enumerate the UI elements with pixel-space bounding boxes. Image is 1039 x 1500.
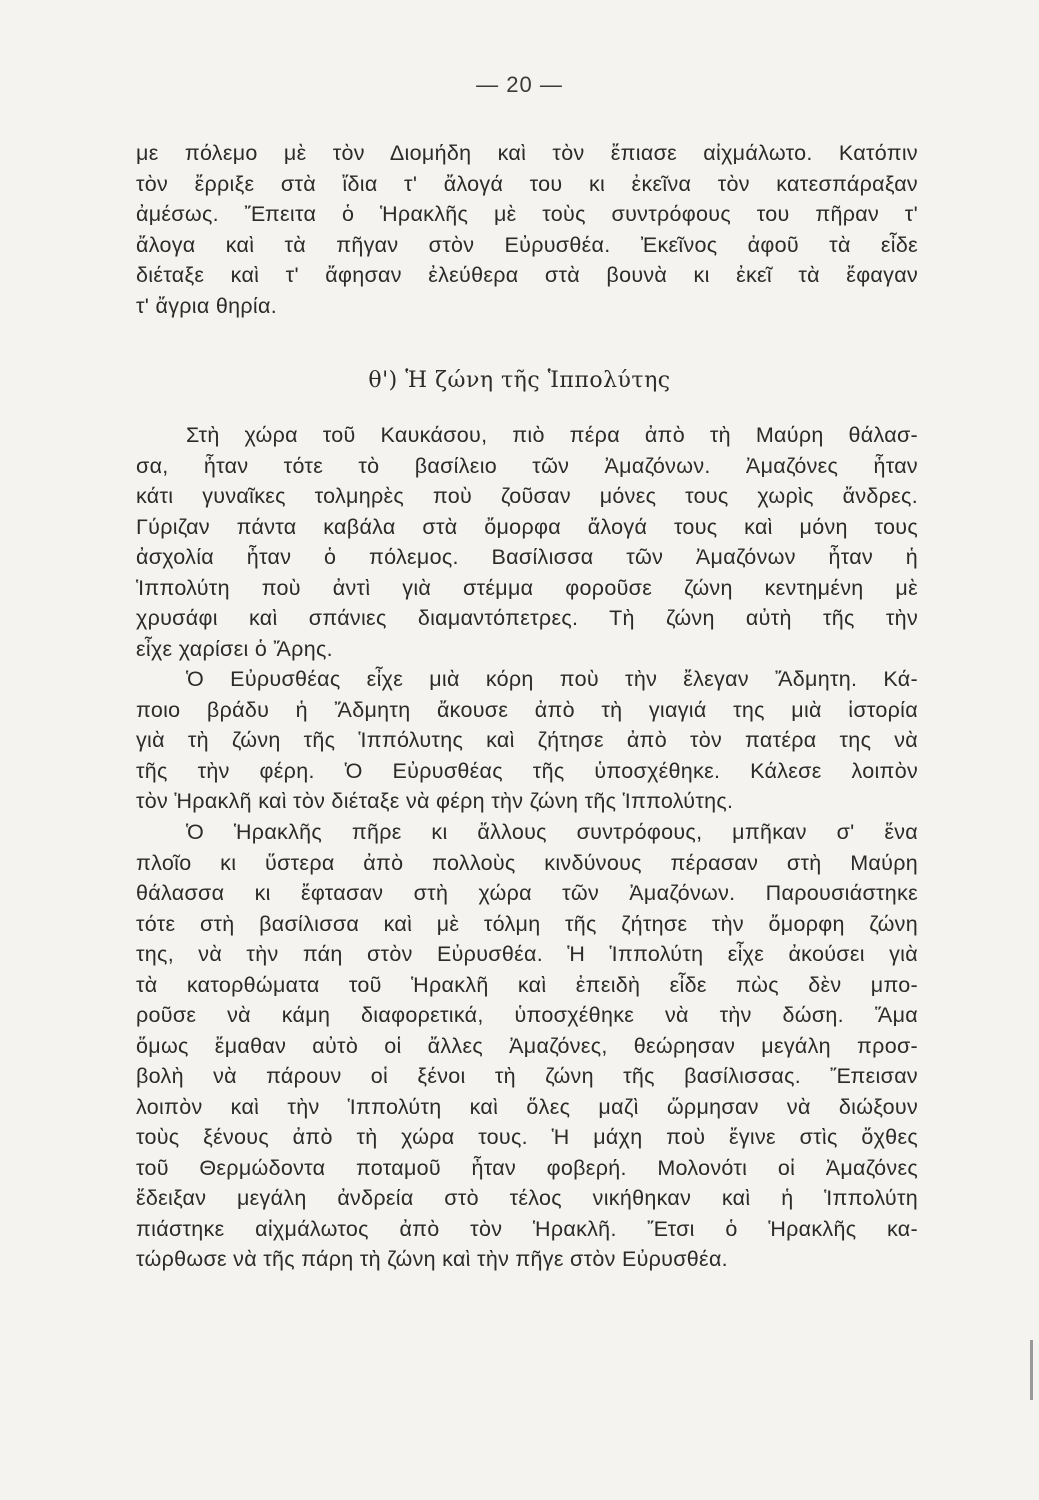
paragraph-admete: [136, 664, 918, 817]
text-line: γιὰ τὴ ζώνη τῆς Ἱππόλυτης καὶ ζήτησε ἀπὸ τὸν πατέρα της νὰ: [136, 728, 918, 752]
text-line: τὸν ἔρριξε στὰ ἴδια τ' ἄλογά του κι ἐκεῖνα τὸν κατεσπάραξαν: [136, 171, 918, 196]
paragraph-battle: [136, 817, 918, 1275]
text-line: ροῦσε νὰ κάμη διαφορετικά, ὑποσχέθηκε νὰ τὴν δώση. Ἅμα: [136, 1003, 918, 1027]
text-line: Ἱππολύτη ποὺ ἀντὶ γιὰ στέμμα φοροῦσε ζώνη κεντημένη μὲ: [136, 575, 918, 600]
text-line: Ὁ Ἡρακλῆς πῆρε κι ἄλλους συντρόφους, μπῆκαν σ' ἕνα: [186, 820, 918, 844]
text-line: τοὺς ξένους ἀπὸ τὴ χώρα τους. Ἡ μάχη ποὺ ἔγινε στὶς ὄχθες: [136, 1125, 918, 1149]
text-line: ἀσχολία ἦταν ὁ πόλεμος. Βασίλισσα τῶν Ἀμαζόνων ἦταν ἡ: [136, 545, 918, 569]
text-line: ποιο βράδυ ἡ Ἄδμητη ἄκουσε ἀπὸ τὴ γιαγιά της μιὰ ἱστορία: [136, 697, 918, 722]
page-edge-mark: [1030, 1340, 1033, 1400]
text-line: πλοῖο κι ὕστερα ἀπὸ πολλοὺς κινδύνους πέρασαν στὴ Μαύρη: [136, 850, 918, 875]
text-line: τὰ κατορθώματα τοῦ Ἡρακλῆ καὶ ἐπειδὴ εἶδε πὼς δὲν μπο-: [136, 972, 918, 997]
text-line: της, νὰ τὴν πάη στὸν Εὐρυσθέα. Ἡ Ἱππολύτη εἶχε ἀκούσει γιὰ: [136, 942, 918, 966]
text-line: τώρθωσε νὰ τῆς πάρη τὴ ζώνη καὶ τὴν πῆγε στὸν Εὐρυσθέα.: [136, 1247, 728, 1271]
text-line: διέταξε καὶ τ' ἄφησαν ἐλεύθερα στὰ βουνὰ κι ἐκεῖ τὰ ἔφαγαν: [136, 263, 918, 287]
paragraph-amazons: [136, 420, 918, 664]
section-heading: θ') Ἡ ζώνη τῆς Ἱππολύτης: [368, 368, 671, 393]
text-line: τ' ἄγρια θηρία.: [136, 293, 277, 318]
text-line: εἶχε χαρίσει ὁ Ἄρης.: [136, 636, 333, 661]
page-number: — 20 —: [476, 72, 563, 97]
text-line: τότε στὴ βασίλισσα καὶ μὲ τόλμη τῆς ζήτησε τὴν ὄμορφη ζώνη: [136, 911, 918, 936]
text-line: τὸν Ἡρακλῆ καὶ τὸν διέταξε νὰ φέρη τὴν ζώνη τῆς Ἱππολύτης.: [136, 789, 734, 813]
text-line: κάτι γυναῖκες τολμηρὲς ποὺ ζοῦσαν μόνες τους χωρὶς ἄνδρες.: [136, 484, 918, 508]
text-line: Ὁ Εὐρυσθέας εἶχε μιὰ κόρη ποὺ τὴν ἔλεγαν Ἄδμητη. Κά-: [186, 667, 918, 691]
text-line: Γύριζαν πάντα καβάλα στὰ ὄμορφα ἄλογά τους καὶ μόνη τους: [136, 514, 918, 539]
text-line: βολὴ νὰ πάρουν οἱ ξένοι τὴ ζώνη τῆς βασίλισσας. Ἔπεισαν: [136, 1064, 918, 1088]
text-line: θάλασσα κι ἔφτασαν στὴ χώρα τῶν Ἀμαζόνων. Παρουσιάστηκε: [136, 881, 918, 905]
text-line: ὅμως ἔμαθαν αὐτὸ οἱ ἄλλες Ἀμαζόνες, θεώρησαν μεγάλη προσ-: [136, 1033, 918, 1058]
text-line: σα, ἦταν τότε τὸ βασίλειο τῶν Ἀμαζόνων. Ἀμαζόνες ἦταν: [136, 453, 918, 478]
text-line: πιάστηκε αἰχμάλωτος ἀπὸ τὸν Ἡρακλῆ. Ἔτσι ὁ Ἡρακλῆς κα-: [136, 1216, 918, 1241]
text-line: ἀμέσως. Ἔπειτα ὁ Ἡρακλῆς μὲ τοὺς συντρόφους του πῆραν τ': [136, 202, 918, 226]
text-line: ἔδειξαν μεγάλη ἀνδρεία στὸ τέλος νικήθηκαν καὶ ἡ Ἱππολύτη: [136, 1186, 918, 1210]
text-line: τοῦ Θερμώδοντα ποταμοῦ ἦταν φοβερή. Μολονότι οἱ Ἀμαζόνες: [136, 1155, 918, 1180]
text-line: ἄλογα καὶ τὰ πῆγαν στὸν Εὐρυσθέα. Ἐκεῖνος ἀφοῦ τὰ εἶδε: [136, 232, 918, 257]
text-line: χρυσάφι καὶ σπάνιες διαμαντόπετρες. Τὴ ζώνη αὐτὴ τῆς τὴν: [136, 606, 918, 630]
text-line: με πόλεμο μὲ τὸν Διομήδη καὶ τὸν ἔπιασε αἰχμάλωτο. Κατόπιν: [136, 141, 918, 165]
text-line: τῆς τὴν φέρη. Ὁ Εὐρυσθέας τῆς ὑποσχέθηκε. Κάλεσε λοιπὸν: [136, 758, 918, 783]
paragraph-continuation: [136, 138, 918, 321]
text-line: λοιπὸν καὶ τὴν Ἱππολύτη καὶ ὅλες μαζὶ ὥρμησαν νὰ διώξουν: [136, 1094, 918, 1119]
text-line: Στὴ χώρα τοῦ Καυκάσου, πιὸ πέρα ἀπὸ τὴ Μαύρη θάλασ-: [186, 423, 918, 447]
